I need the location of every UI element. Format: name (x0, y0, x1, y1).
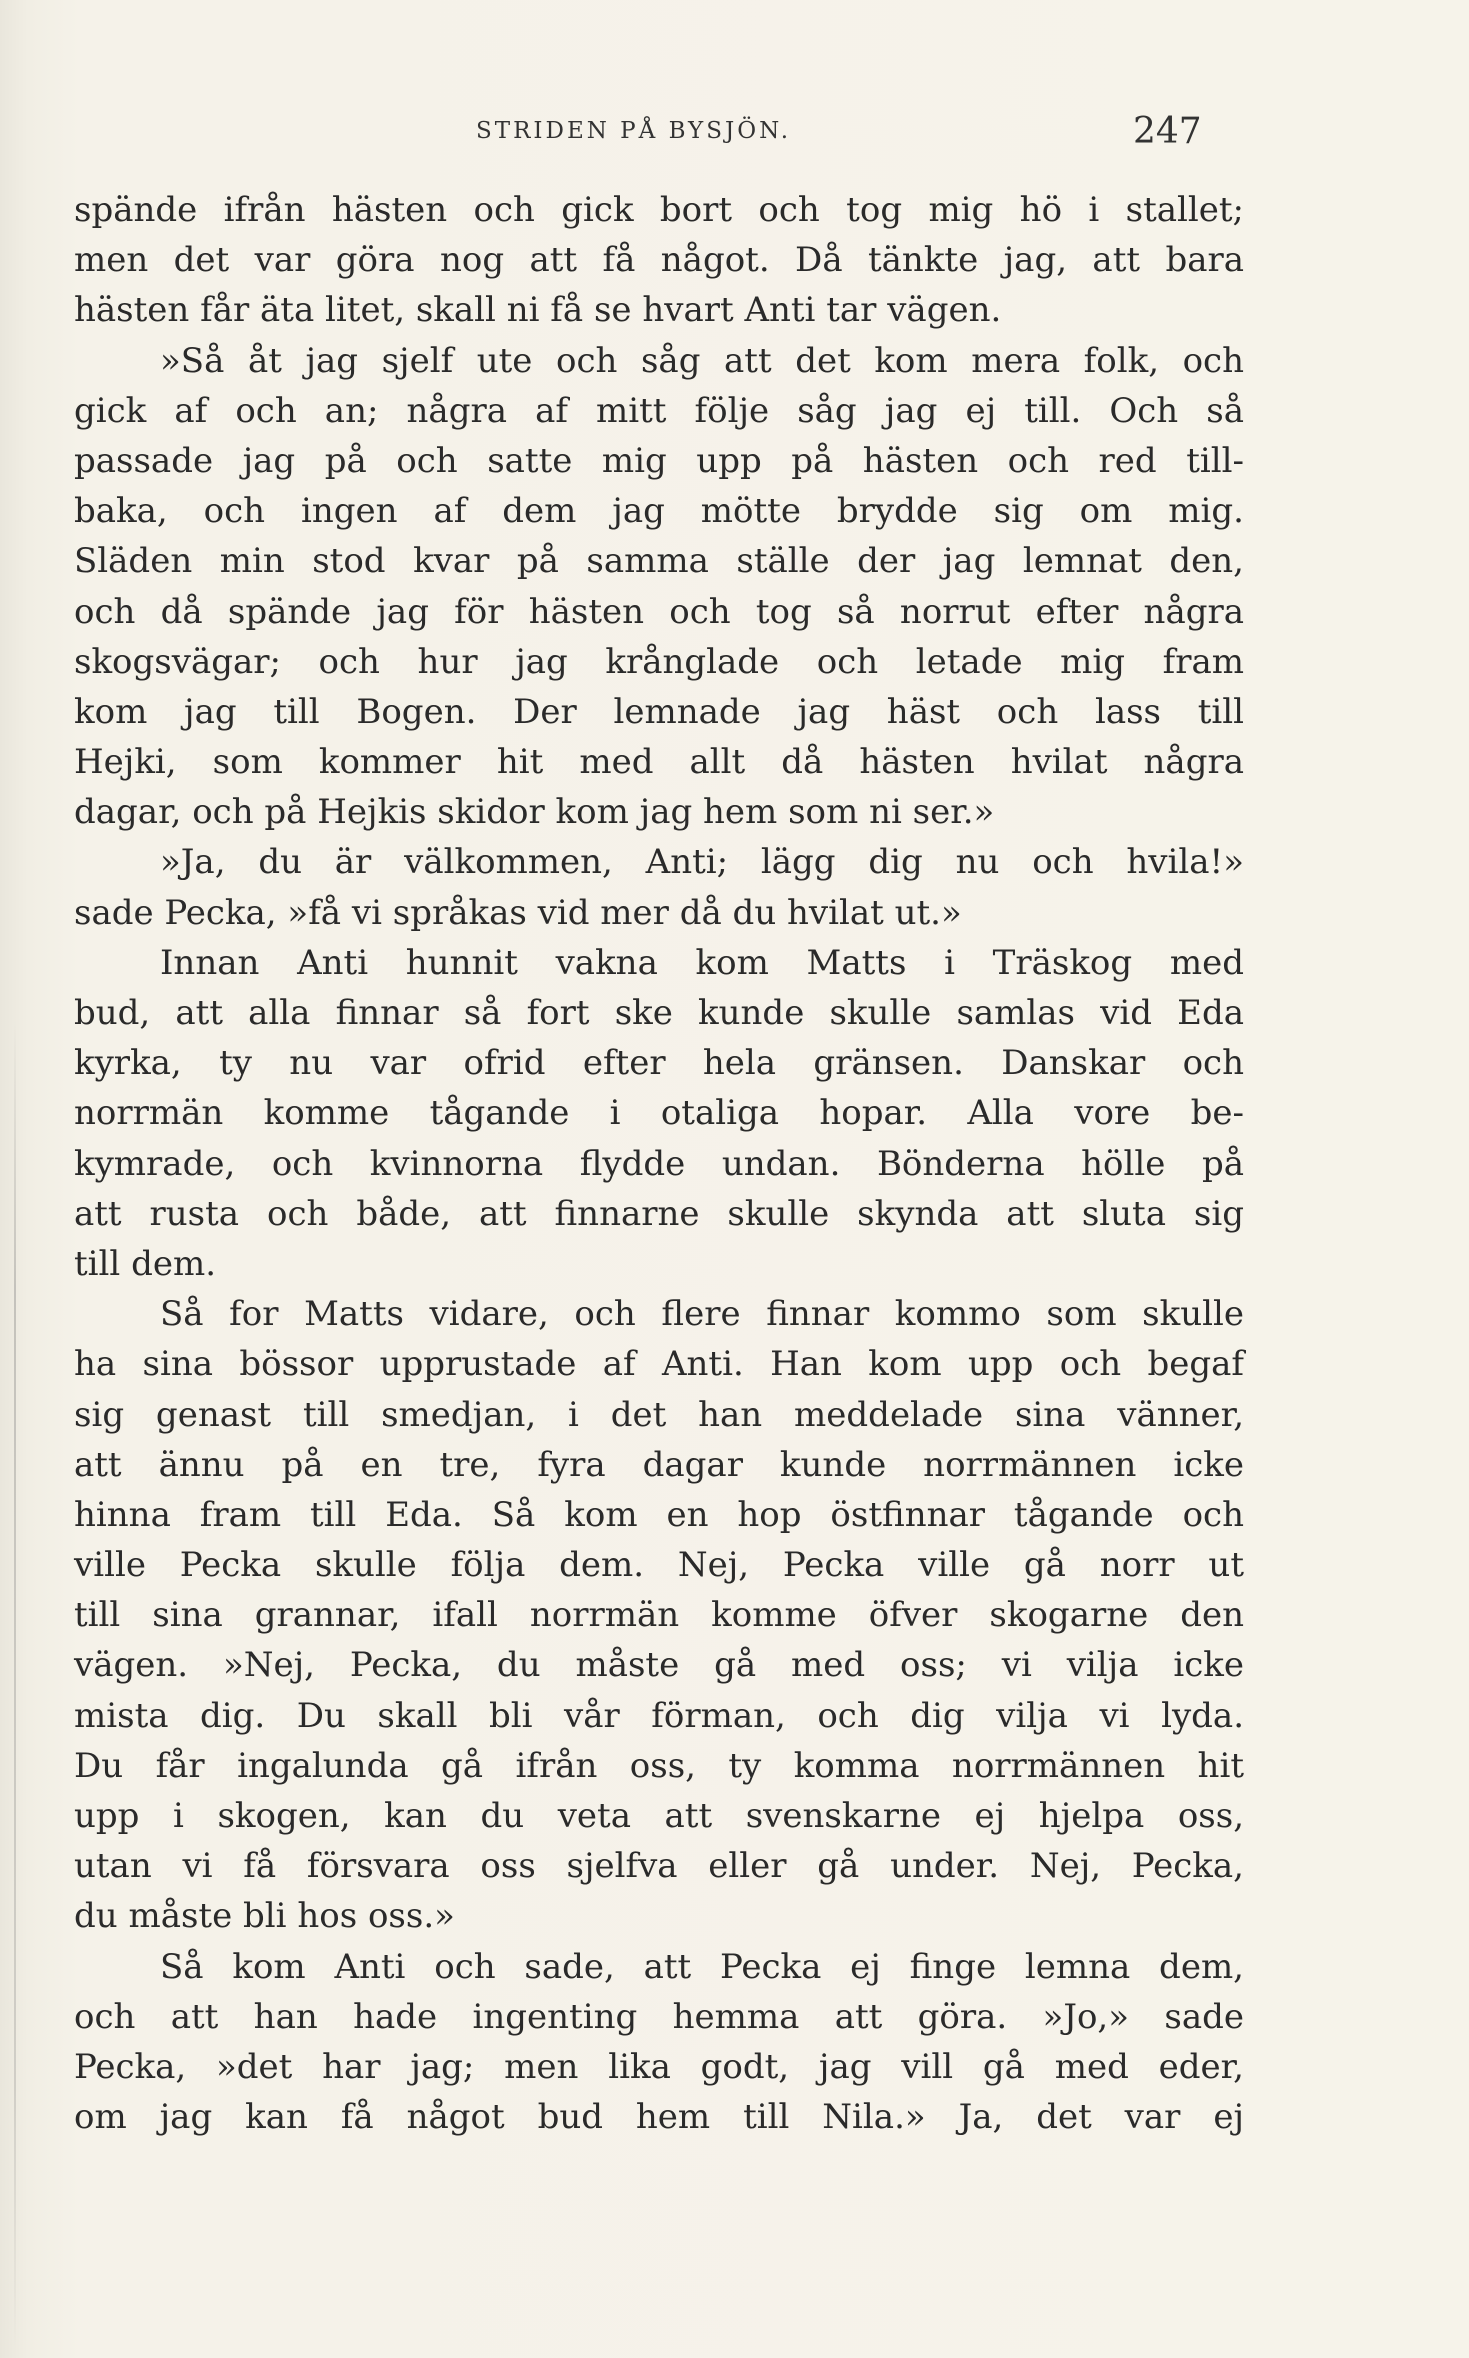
text-line: att ännu på en tre, fyra dagar kunde norrmännen icke (74, 1444, 1244, 1485)
body-text (74, 185, 1244, 2142)
text-line: till dem. (74, 1243, 217, 1284)
text-line: utan vi få försvara oss sjelfva eller gå under. Nej, Pecka, (74, 1846, 1244, 1887)
text-line: Pecka, »det har jag; men lika godt, jag vill gå med eder, (74, 2046, 1244, 2087)
text-line: skogsvägar; och hur jag krånglade och letade mig fram (74, 641, 1244, 682)
text-line: Du får ingalunda gå ifrån oss, ty komma norrmännen hit (74, 1745, 1244, 1786)
text-line: »Ja, du är välkommen, Anti; lägg dig nu och hvila!» (160, 842, 1244, 883)
text-line: spände ifrån hästen och gick bort och tog mig hö i stallet; (74, 190, 1244, 230)
text-line: baka, och ingen af dem jag mötte brydde sig om mig. (74, 491, 1244, 532)
text-line: Innan Anti hunnit vakna kom Matts i Träskog med (160, 942, 1244, 983)
text-line: »Så åt jag sjelf ute och såg att det kom mera folk, och (160, 340, 1244, 381)
page-gutter-shadow (14, 1020, 16, 2350)
text-line: till sina grannar, ifall norrmän komme öfver skogarne den (74, 1595, 1244, 1636)
text-line: dagar, och på Hejkis skidor kom jag hem som ni ser.» (74, 792, 995, 833)
text-line: vägen. »Nej, Pecka, du måste gå med oss; vi vilja icke (74, 1645, 1244, 1686)
text-line: Så kom Anti och sade, att Pecka ej finge lemna dem, (160, 1946, 1244, 1987)
text-line: kyrka, ty nu var ofrid efter hela gränsen. Danskar och (74, 1043, 1244, 1084)
text-line: att rusta och både, att finnarne skulle skynda att sluta sig (74, 1193, 1244, 1234)
running-title: STRIDEN PÅ BYSJÖN. (476, 118, 792, 144)
text-line: ha sina bössor upprustade af Anti. Han kom upp och begaf (74, 1344, 1244, 1385)
text-line: om jag kan få något bud hem till Nila.» Ja, det var ej (74, 2097, 1244, 2138)
text-line: Släden min stod kvar på samma ställe der jag lemnat den, (74, 541, 1244, 582)
text-line: och att han hade ingenting hemma att göra. »Jo,» sade (74, 1996, 1244, 2037)
page-header (0, 111, 1469, 158)
text-line: Så for Matts vidare, och flere finnar kommo som skulle (160, 1294, 1244, 1335)
text-line: sig genast till smedjan, i det han meddelade sina vänner, (74, 1394, 1244, 1435)
text-line: men det var göra nog att få något. Då tänkte jag, att bara (74, 240, 1244, 281)
text-line: hinna fram till Eda. Så kom en hop östfinnar tågande och (74, 1494, 1244, 1535)
text-line: ville Pecka skulle följa dem. Nej, Pecka ville gå norr ut (74, 1545, 1244, 1586)
text-line: kymrade, och kvinnorna flydde undan. Bönderna hölle på (74, 1143, 1244, 1184)
text-line: sade Pecka, »få vi språkas vid mer då du hvilat ut.» (74, 892, 962, 933)
text-line: bud, att alla finnar så fort ske kunde skulle samlas vid Eda (74, 993, 1244, 1033)
text-line: passade jag på och satte mig upp på hästen och red till- (74, 440, 1244, 481)
text-line: du måste bli hos oss.» (74, 1896, 455, 1937)
text-line: upp i skogen, kan du veta att svenskarne ej hjelpa oss, (74, 1796, 1244, 1836)
text-line: och då spände jag för hästen och tog så norrut efter några (74, 591, 1244, 632)
page-number: 247 (1133, 111, 1202, 152)
text-line: norrmän komme tågande i otaliga hopar. Alla vore be- (74, 1093, 1244, 1134)
text-line: hästen får äta litet, skall ni få se hvart Anti tar vägen. (74, 290, 1002, 331)
text-line: kom jag till Bogen. Der lemnade jag häst och lass till (74, 691, 1244, 732)
text-line: mista dig. Du skall bli vår förman, och dig vilja vi lyda. (74, 1695, 1244, 1736)
text-line: gick af och an; några af mitt följe såg jag ej till. Och så (74, 390, 1244, 431)
text-line: Hejki, som kommer hit med allt då hästen hvilat några (74, 742, 1244, 783)
